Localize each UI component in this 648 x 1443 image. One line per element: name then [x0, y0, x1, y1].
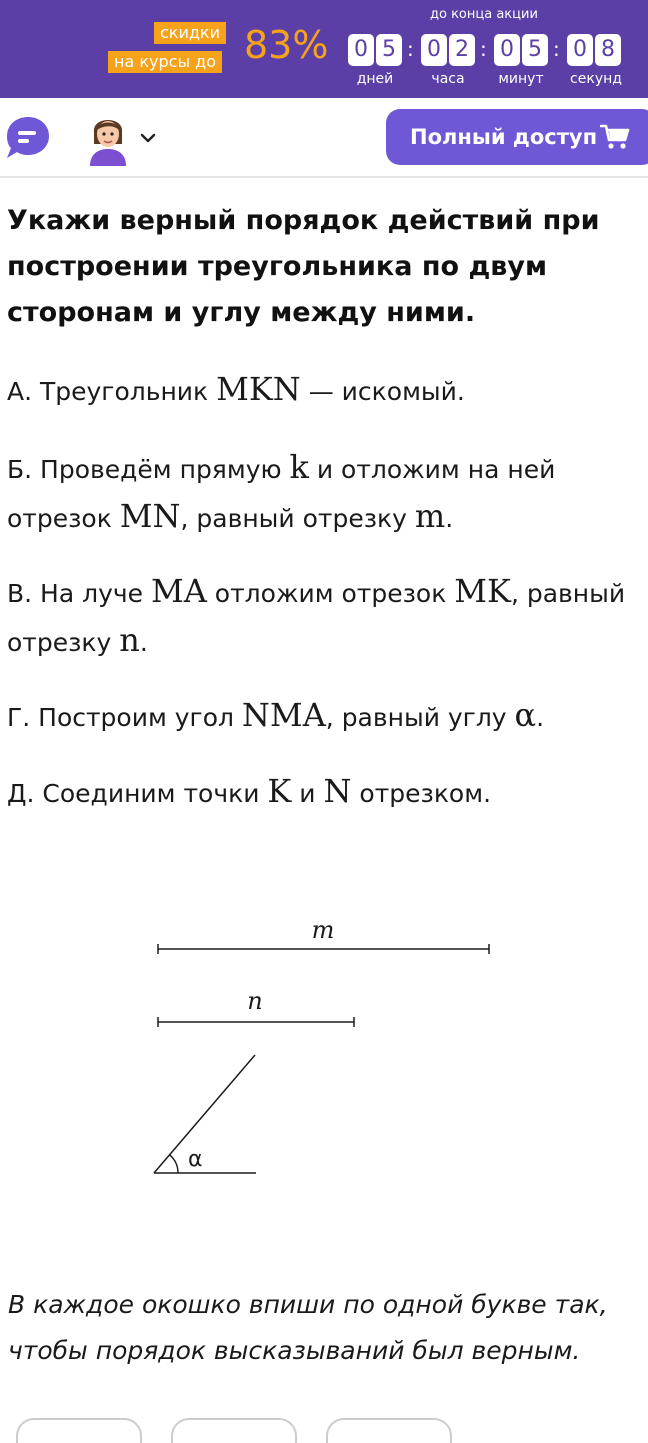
step-a — [7, 366, 637, 415]
math-expression: K — [267, 772, 292, 810]
step-v — [7, 568, 637, 666]
angle-alpha — [154, 1055, 256, 1173]
countdown-unit-days: дней — [356, 71, 394, 87]
countdown-digit: 5 — [522, 34, 548, 66]
step-text: А. Треугольник — [7, 377, 217, 406]
promo-percent: 83% — [244, 23, 329, 67]
countdown-digit: 5 — [376, 34, 402, 66]
step-text: — искомый. — [300, 377, 465, 406]
countdown-digit: 2 — [449, 34, 475, 66]
student-avatar-icon[interactable] — [84, 110, 132, 166]
segment-n — [158, 1017, 354, 1027]
countdown-caption: до конца акции — [430, 7, 538, 22]
countdown-digit: 8 — [595, 34, 621, 66]
countdown-colon: : — [553, 37, 560, 61]
countdown-colon: : — [480, 37, 487, 61]
math-expression: MA — [150, 572, 207, 610]
math-expression: α — [514, 696, 537, 734]
cart-icon — [600, 123, 630, 151]
step-d — [7, 768, 637, 817]
promo-tag-discounts: скидки — [154, 22, 226, 44]
chevron-down-icon[interactable] — [138, 128, 158, 148]
countdown-digit: 0 — [348, 34, 374, 66]
step-text: , равный углу — [325, 703, 515, 732]
step-text: . — [139, 628, 148, 657]
math-expression: MN — [119, 497, 181, 535]
step-text: . — [445, 504, 454, 533]
step-text: и отложим на ней отрезок — [7, 455, 556, 533]
segment-m-label: m — [311, 916, 335, 944]
angle-alpha-label: α — [188, 1147, 203, 1172]
answer-box[interactable] — [16, 1418, 142, 1443]
task-title: Укажи верный порядок действий при построении треугольника по двум сторонам и углу между ними. — [7, 205, 600, 328]
math-expression: m — [414, 497, 446, 535]
math-expression: n — [119, 621, 140, 659]
promo-banner[interactable] — [0, 0, 648, 98]
countdown-digit: 0 — [567, 34, 593, 66]
segment-m — [158, 944, 489, 954]
construction-figure — [130, 900, 530, 1200]
step-b — [7, 444, 637, 542]
step-text: Д. Соединим точки — [7, 779, 268, 808]
math-expression: k — [289, 448, 309, 486]
step-text: , равный отрезку — [180, 504, 415, 533]
math-expression: MKN — [216, 370, 301, 408]
step-text: . — [536, 703, 545, 732]
countdown-unit-hours: часа — [431, 71, 465, 87]
step-text: Б. Проведём прямую — [7, 455, 290, 484]
countdown-digit: 0 — [494, 34, 520, 66]
countdown-colon: : — [407, 37, 414, 61]
instruction-text: В каждое окошко впиши по одной букве так, чтобы порядок высказываний был верным. — [8, 1290, 608, 1365]
step-text: Г. Построим угол — [7, 703, 242, 732]
segment-n-label: n — [247, 987, 263, 1015]
countdown-unit-minutes: минут — [498, 71, 544, 87]
step-text: и — [291, 779, 324, 808]
step-text: , равный отрезку — [7, 579, 626, 657]
answer-box[interactable] — [326, 1418, 452, 1443]
step-g — [7, 692, 637, 741]
top-nav — [0, 98, 648, 178]
step-text: отрезком. — [351, 779, 492, 808]
math-expression: NMA — [241, 696, 326, 734]
step-text: В. На луче — [7, 579, 151, 608]
full-access-label: Полный доступ — [410, 125, 598, 149]
promo-tag-courses: на курсы до — [108, 51, 222, 73]
step-text: отложим отрезок — [206, 579, 455, 608]
chat-bubble-icon[interactable] — [4, 114, 52, 162]
countdown-unit-seconds: секунд — [570, 71, 622, 87]
answer-box[interactable] — [171, 1418, 297, 1443]
full-access-button[interactable] — [386, 109, 648, 165]
math-expression: MK — [454, 572, 511, 610]
countdown-digit: 0 — [421, 34, 447, 66]
math-expression: N — [323, 772, 352, 810]
